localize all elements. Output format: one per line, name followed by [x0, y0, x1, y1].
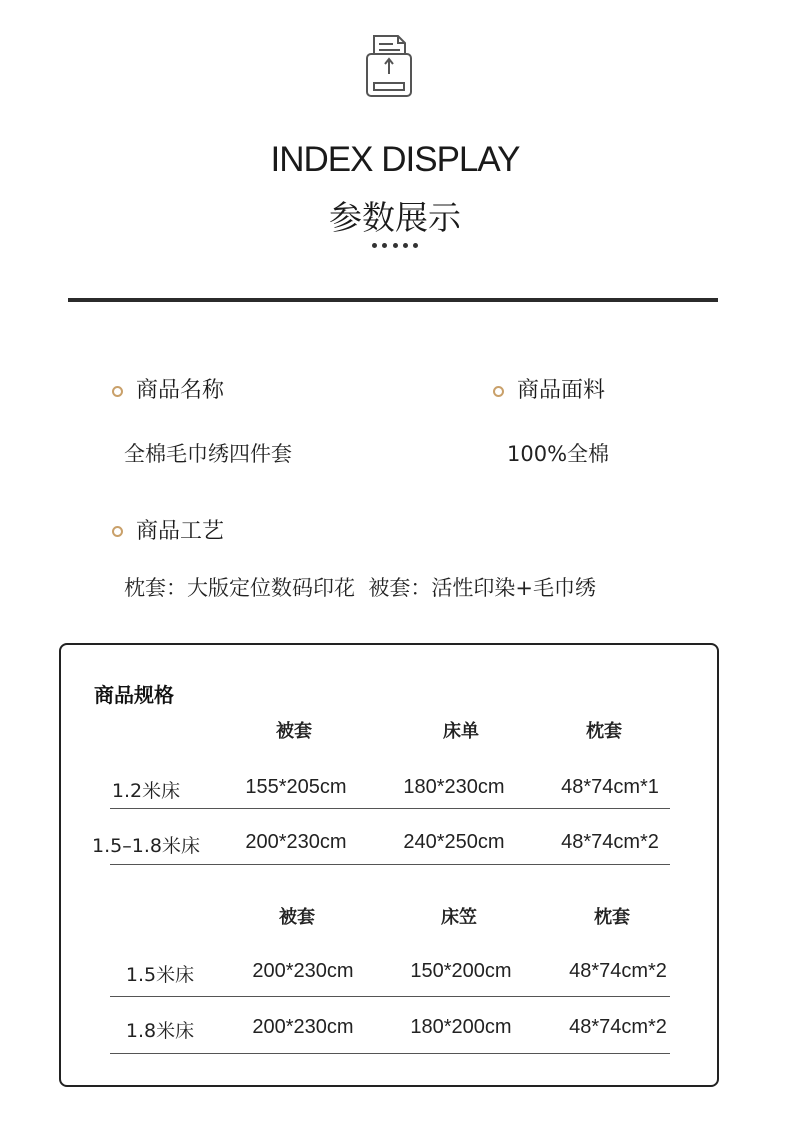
- table1-row1-duvet: 155*205cm: [245, 776, 347, 798]
- table2-row1-label: 1.5米床: [125, 964, 195, 986]
- product-fabric-label: 商品面料: [517, 378, 606, 403]
- product-name-value: 全棉毛巾绣四件套: [124, 442, 292, 466]
- table-divider: [110, 1053, 670, 1054]
- table2-row2-duvet: 200*230cm: [252, 1016, 354, 1038]
- table2-row2-pillow: 48*74cm*2: [569, 1016, 667, 1038]
- bullet-icon: [493, 386, 504, 397]
- table2-row1-duvet: 200*230cm: [252, 960, 354, 982]
- table-divider: [110, 808, 670, 809]
- page-title-en: INDEX DISPLAY: [270, 140, 520, 179]
- table2-header-fitted-sheet: 床笠: [441, 907, 477, 928]
- table1-row1-sheet: 180*230cm: [403, 776, 505, 798]
- table1-row1-pillow: 48*74cm*1: [561, 776, 659, 798]
- table1-row2-pillow: 48*74cm*2: [561, 831, 659, 853]
- section-divider: [68, 298, 718, 302]
- table2-header-duvet: 被套: [279, 907, 315, 928]
- table1-row2-label: 1.5–1.8米床: [92, 835, 200, 857]
- table2-header-pillow: 枕套: [594, 907, 630, 928]
- product-fabric-value: 100%全棉: [507, 442, 610, 466]
- table2-row2-fitted-sheet: 180*200cm: [410, 1016, 512, 1038]
- spec-title: 商品规格: [94, 683, 174, 707]
- table1-row2-duvet: 200*230cm: [245, 831, 347, 853]
- document-upload-icon: [365, 28, 413, 100]
- table1-header-duvet: 被套: [276, 721, 312, 742]
- product-craft-value: 枕套：大版定位数码印花 被套：活性印染+毛巾绣: [124, 576, 596, 600]
- table-divider: [110, 996, 670, 997]
- bullet-icon: [112, 526, 123, 537]
- product-name-label: 商品名称: [136, 378, 225, 403]
- table-divider: [110, 864, 670, 865]
- table2-row1-fitted-sheet: 150*200cm: [410, 960, 512, 982]
- bullet-icon: [112, 386, 123, 397]
- table1-row1-label: 1.2米床: [111, 780, 181, 802]
- table1-header-pillow: 枕套: [586, 721, 622, 742]
- table2-row1-pillow: 48*74cm*2: [569, 960, 667, 982]
- table1-header-sheet: 床单: [443, 721, 479, 742]
- table1-row2-sheet: 240*250cm: [403, 831, 505, 853]
- page-title-cn: 参数展示: [329, 198, 461, 237]
- dots-divider: [372, 240, 418, 250]
- table2-row2-label: 1.8米床: [125, 1020, 195, 1042]
- product-craft-label: 商品工艺: [136, 519, 225, 544]
